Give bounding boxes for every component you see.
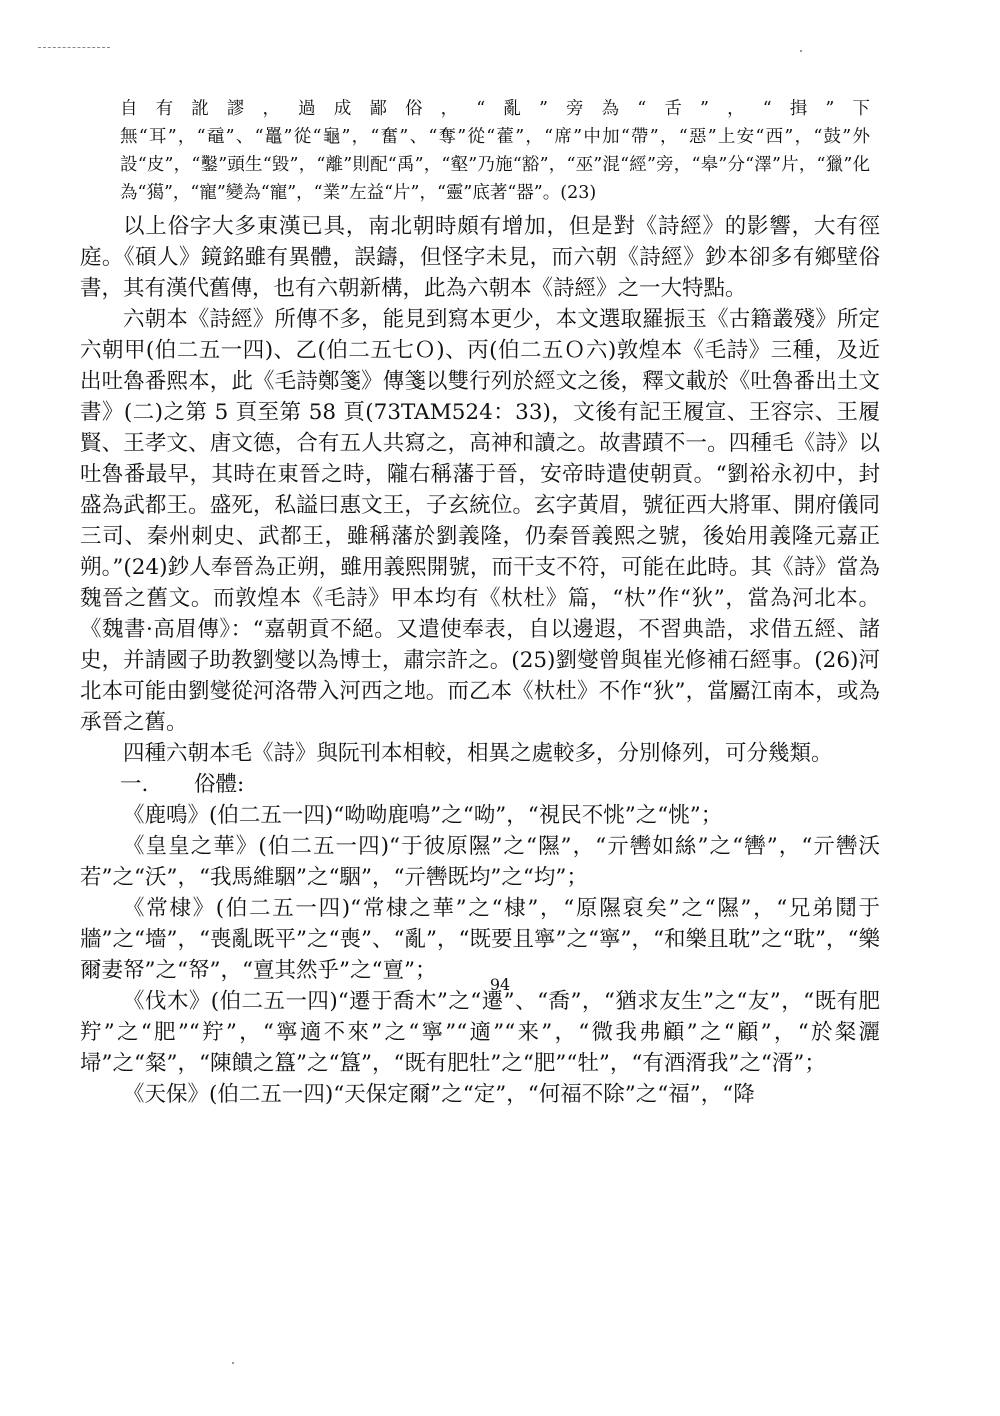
header-rule (38, 47, 110, 48)
entry-changdi: 《常棣》(伯二五一四)“常棣之華”之“棣”，“原隰裒矣”之“隰”，“兄弟鬩于牆”之“墻”，“喪亂既平”之“喪”、“亂”，“既要且寧”之“寧”，“和樂且耽”之“耽”，“樂爾妻帑”之“帑”，“亶其然乎”之“亶”； (80, 896, 880, 983)
page-number: 94 (489, 975, 511, 994)
paragraph-2: 六朝本《詩經》所傳不多，能見到寫本更少，本文選取羅振玉《古籍叢殘》所定六朝甲(伯二五一四)、乙(伯二五七Ｏ)、丙(伯二五Ｏ六)敦煌本《毛詩》三種，及近出吐魯番熙本，此《毛詩鄭箋》傳箋以雙行列於經文之後，釋文載於《吐魯番出土文書》(二)之第 5 頁至第 58 頁(73TAM524：33)，文後有記王履宣、王容宗、王履賢、王孝文、唐文德，合有五人共寫之，高神和讀之。故書蹟不一。四種毛《詩》以吐魯番最早，其時在東晉之時，隴右稱藩于晉，安帝時遣使朝貢。“劉裕永初中，封盛為武都王。盛死，私謚曰惠文王，子玄統位。玄字黃眉，號征西大將軍、開府儀同三司、秦州刺史、武都王，雖稱藩於劉義隆，仍秦晉義熙之號，後始用義隆元嘉正朔。”(24)鈔人奉晉為正朔，雖用義熙開號，而干支不符，可能在此時。其《詩》當為魏晉之舊文。而敦煌本《毛詩》甲本均有《杕杜》篇，“杕”作“狄”，當為河北本。《魏書·高眉傳》：“嘉朝貢不絕。又遣使奉表，自以邊遐，不習典誥，求借五經、諸史，并請國子助教劉燮以為博士，肅宗許之。(25)劉燮曾與崔光修補石經事。(26)河北本可能由劉燮從河洛帶入河西之地。而乙本《杕杜》不作“狄”，當屬江南本，或為承晉之舊。 (80, 307, 880, 735)
paragraph-3: 四種六朝本毛《詩》與阮刊本相較，相異之處較多，分別條列，可分幾類。 (123, 741, 833, 766)
scan-speck (800, 50, 802, 52)
entry-huanghuang: 《皇皇之華》(伯二五一四)“于彼原隰”之“隰”，“亓轡如絲”之“轡”，“亓轡沃若”之“沃”，“我馬維駰”之“駰”，“亓轡既均”之“均”； (80, 834, 880, 890)
paragraph-1: 以上俗字大多東漢已具，南北朝時頗有增加，但是對《詩經》的影響，大有徑庭。《碩人》鏡銘雖有異體，誤鑄，但怪字未見，而六朝《詩經》鈔本卻多有鄉壁俗書，其有漢代舊傳，也有六朝新構，此為六朝本《詩經》之一大特點。 (80, 214, 880, 301)
scan-speck (232, 1362, 234, 1364)
document-page (80, 95, 880, 1110)
entry-luming: 《鹿鳴》(伯二五一四)“呦呦鹿鳴”之“呦”，“視民不恌”之“恌”； (123, 803, 723, 828)
section-number: 一. (120, 772, 149, 797)
entry-famu: 《伐木》(伯二五一四)“遷于喬木”之“遷”、“喬”，“猶求友生”之“友”，“既有肥羜”之“肥”“羜”，“寧適不來”之“寧”“適”“来”，“微我弗顧”之“顧”，“於粲灑埽”之“粲”，“陳饋之簋”之“簋”，“既有肥牡”之“肥”“牡”，“有酒湑我”之“湑”； (80, 989, 880, 1076)
block-quote: 自有訛謬，過成鄙俗，“亂”旁為“舌”，“揖”下無“耳”，“黿”、“鼉”從“龜”，“奮”、“奪”從“藿”，“席”中加“帶”，“惡”上安“西”，“鼓”外設“皮”，“鑿”頭生“毀”，“離”則配“禹”，“壑”乃施“豁”，“巫”混“經”旁，“皋”分“澤”片，“獵”化為“獦”，“寵”變為“寵”，“業”左益“片”，“靈”底著“器”。(23) (120, 99, 870, 203)
entry-tianbao: 《天保》(伯二五一四)“天保定爾”之“定”，“何福不除”之“福”，“降 (123, 1082, 755, 1107)
section-title: 俗體: (194, 772, 245, 797)
section-heading (80, 769, 880, 800)
